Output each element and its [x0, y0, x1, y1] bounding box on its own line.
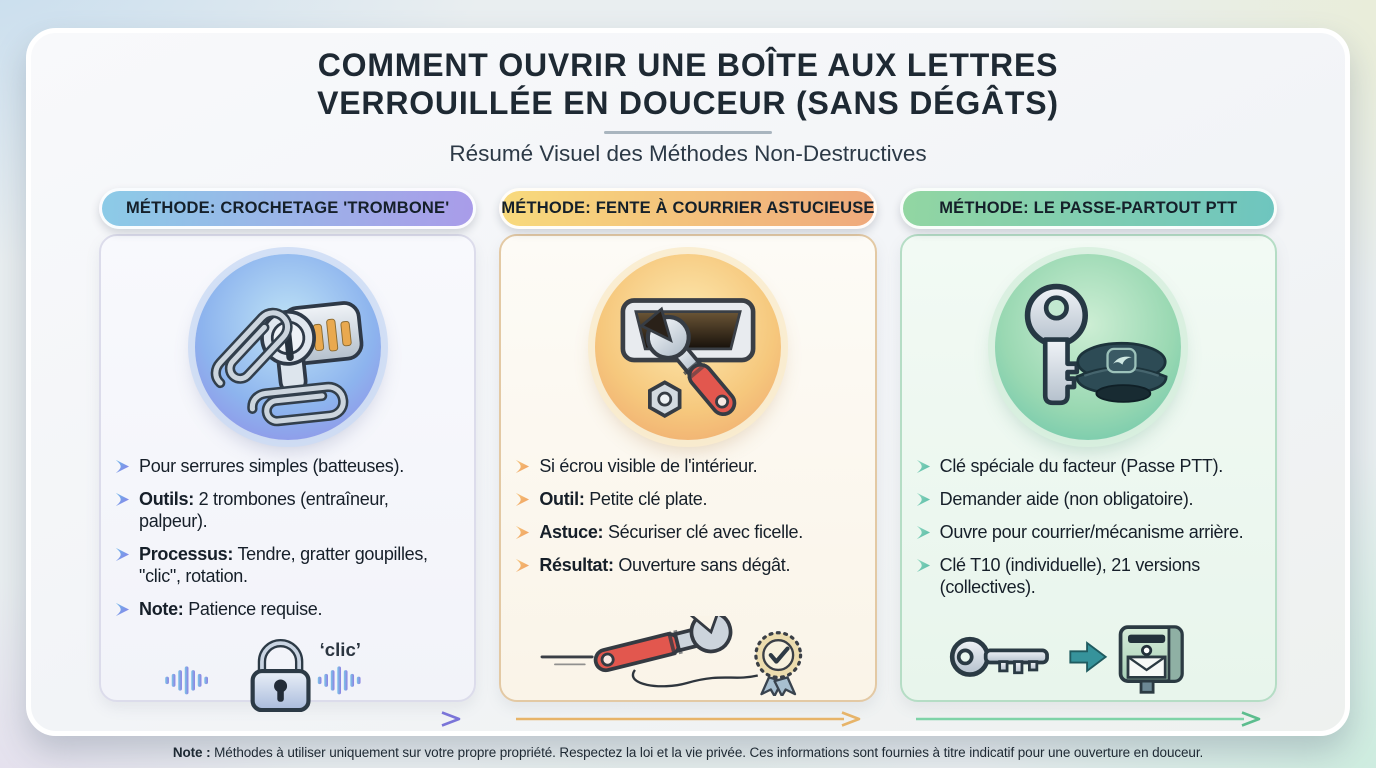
sound-wave-icon [317, 666, 360, 694]
bullet-text: Astuce: Sécuriser clé avec ficelle. [539, 521, 803, 542]
chevron-bullet-icon [915, 558, 931, 573]
bullet-item [114, 544, 461, 588]
chevron-bullet-icon [114, 547, 130, 562]
method-header-trombone: MÉTHODE: CROCHETAGE 'TROMBONE' [99, 188, 476, 229]
footer-note-text: Méthodes à utiliser uniquement sur votre propre propriété. Respectez la loi et la vie privée. Ces informations sont fournies à titre indicatif pour une ouverture en douceur. [210, 745, 1204, 760]
bullet-text: Processus: Tendre, gratter goupilles, "clic", rotation. [139, 543, 428, 586]
footer-note [0, 745, 1376, 760]
bullet-text: Clé T10 (individuelle), 21 versions (collectives). [939, 554, 1200, 597]
bullet-item [514, 456, 861, 478]
method-header-fente: MÉTHODE: FENTE À COURRIER ASTUCIEUSE [499, 188, 876, 229]
bullet-text: Outil: Petite clé plate. [539, 488, 708, 509]
method-card-ptt [900, 234, 1277, 702]
bullet-text: Ouvre pour courrier/mécanisme arrière. [939, 521, 1244, 542]
page-title-line2: VERROUILLÉE EN DOUCEUR (SANS DÉGÂTS) [317, 85, 1059, 121]
chevron-bullet-icon [514, 558, 530, 573]
method-card-trombone [99, 234, 476, 702]
bullet-list [109, 456, 466, 632]
mail-slot-wrench-icon [595, 254, 781, 440]
chevron-bullet-icon [915, 492, 931, 507]
bullet-item [114, 456, 461, 478]
bullet-item [114, 599, 461, 621]
bullet-text: Pour serrures simples (batteuses). [139, 456, 404, 476]
main-card [26, 28, 1350, 736]
lock-click-illustration [109, 632, 466, 716]
flow-arrow-orange [512, 710, 864, 728]
bullet-text: Note: Patience requise. [139, 598, 323, 619]
chevron-bullet-icon [514, 525, 530, 540]
bullet-item [114, 489, 461, 533]
method-card-fente [499, 234, 876, 702]
chevron-bullet-icon [114, 492, 130, 507]
postal-key-cap-icon [995, 254, 1181, 440]
method-column-ptt [900, 188, 1277, 728]
footer-note-lead: Note : [172, 745, 211, 760]
click-caption: ‘clic’ [319, 638, 361, 660]
bullet-text: Si écrou visible de l'intérieur. [539, 456, 758, 476]
method-column-fente [499, 188, 876, 728]
bullet-list [509, 456, 866, 588]
bullet-text: Résultat: Ouverture sans dégât. [539, 554, 791, 575]
chevron-bullet-icon [514, 459, 530, 474]
bullet-item [915, 456, 1262, 478]
title-underline [604, 131, 772, 134]
chevron-bullet-icon [915, 525, 931, 540]
bullet-item [915, 555, 1262, 599]
methods-row [99, 188, 1277, 728]
bullet-item [514, 489, 861, 511]
bullet-text: Outils: 2 trombones (entraîneur, palpeur). [139, 488, 389, 531]
chevron-bullet-icon [114, 459, 130, 474]
page-title [31, 46, 1345, 122]
bullet-text: Demander aide (non obligatoire). [939, 488, 1194, 509]
method-header-ptt: MÉTHODE: LE PASSE-PARTOUT PTT [900, 188, 1277, 229]
chevron-bullet-icon [514, 492, 530, 507]
flow-arrow-green [912, 710, 1264, 728]
chevron-bullet-icon [114, 602, 130, 617]
key-mailbox-illustration [910, 616, 1267, 700]
chevron-bullet-icon [915, 459, 931, 474]
bullet-list [910, 456, 1267, 610]
bullet-item [915, 522, 1262, 544]
method-column-trombone [99, 188, 476, 728]
flow-arrow-blue [112, 710, 464, 728]
bullet-item [915, 489, 1262, 511]
wrench-badge-illustration [509, 616, 866, 700]
paperclip-lock-icon [195, 254, 381, 440]
bullet-item [514, 555, 861, 577]
sound-wave-icon [165, 666, 208, 694]
page-title-line1: COMMENT OUVRIR UNE BOÎTE AUX LETTRES [317, 47, 1059, 83]
page-subtitle: Résumé Visuel des Méthodes Non-Destructives [449, 141, 927, 166]
bullet-item [514, 522, 861, 544]
bullet-text: Clé spéciale du facteur (Passe PTT). [939, 456, 1223, 476]
